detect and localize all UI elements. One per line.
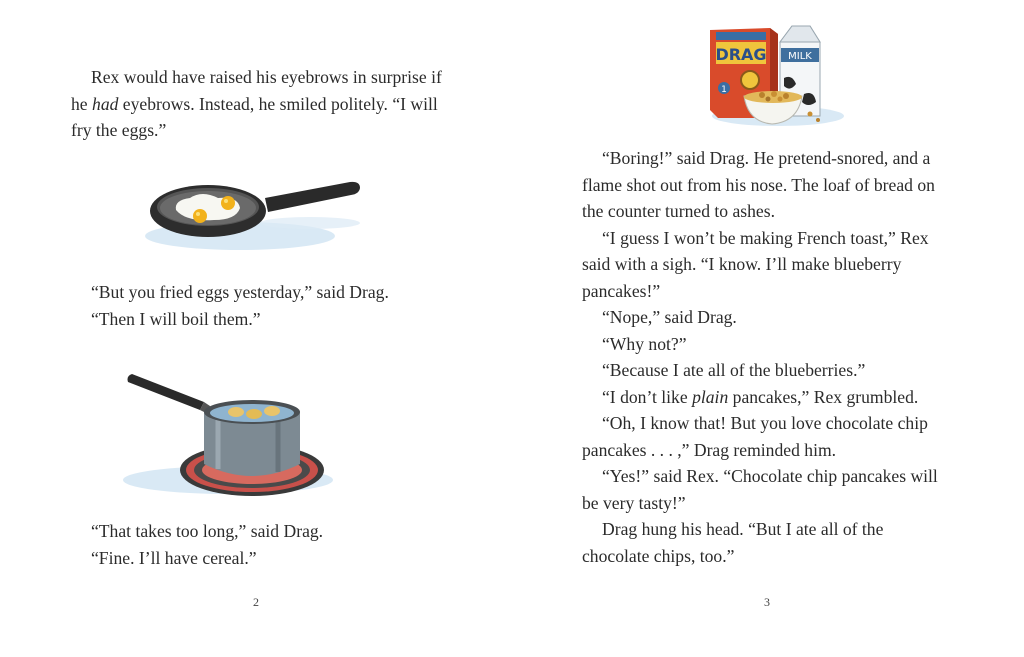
page-number-left: 2 (253, 595, 259, 609)
plain-line-a: “I don’t like (602, 386, 693, 407)
cereal-brand-label: DRAG (715, 45, 767, 64)
plain-line-italic: plain (692, 386, 729, 407)
right-paragraph-6 (582, 384, 952, 411)
para2-line-2: “Then I will boil them.” (91, 308, 261, 329)
frying-pan-illustration (140, 168, 370, 258)
right-paragraph-2: “I guess I won’t be making French toast,” Rex said with a sigh. “I know. I’ll make blueberry pancakes!” (582, 227, 929, 301)
right-paragraph-4: “Why not?” (602, 333, 687, 354)
right-paragraph-5: “Because I ate all of the blueberries.” (602, 360, 866, 380)
left-paragraph-2 (71, 279, 443, 332)
para1-text-b: eyebrows. Instead, he smiled politely. “I will fry the eggs.” (71, 93, 438, 140)
right-page (512, 0, 1024, 657)
para3-line-1: “That takes too long,” said Drag. (91, 521, 324, 541)
milk-label: MILK (788, 51, 812, 62)
left-paragraph-3 (71, 518, 443, 571)
para3-line-2: “Fine. I’ll have cereal.” (91, 547, 257, 568)
right-paragraph-3: “Nope,” said Drag. (602, 307, 737, 327)
para1-italic: had (92, 93, 119, 114)
page-number-right: 3 (764, 595, 770, 609)
pot-on-stove-illustration (118, 364, 338, 504)
cereal-box-milk-illustration (700, 18, 850, 130)
plain-line-b: pancakes,” Rex grumbled. (728, 386, 919, 407)
left-paragraph-1 (71, 64, 443, 144)
right-paragraph-8: “Yes!” said Rex. “Chocolate chip pancakes will be very tasty!” (582, 466, 938, 513)
para1-text-a: Rex would have raised his eyebrows in surprise if he (71, 67, 442, 114)
box-number-label: 1 (721, 85, 727, 95)
right-text-block (582, 145, 952, 569)
para2-line-1: “But you fried eggs yesterday,” said Drag. (91, 282, 389, 302)
right-paragraph-9: Drag hung his head. “But I ate all of the chocolate chips, too.” (582, 519, 884, 566)
right-paragraph-1: “Boring!” said Drag. He pretend-snored, and a flame shot out from his nose. The loaf of bread on the counter turned to ashes. (582, 148, 935, 221)
right-paragraph-7: “Oh, I know that! But you love chocolate chip pancakes . . . ,” Drag reminded him. (582, 413, 928, 460)
